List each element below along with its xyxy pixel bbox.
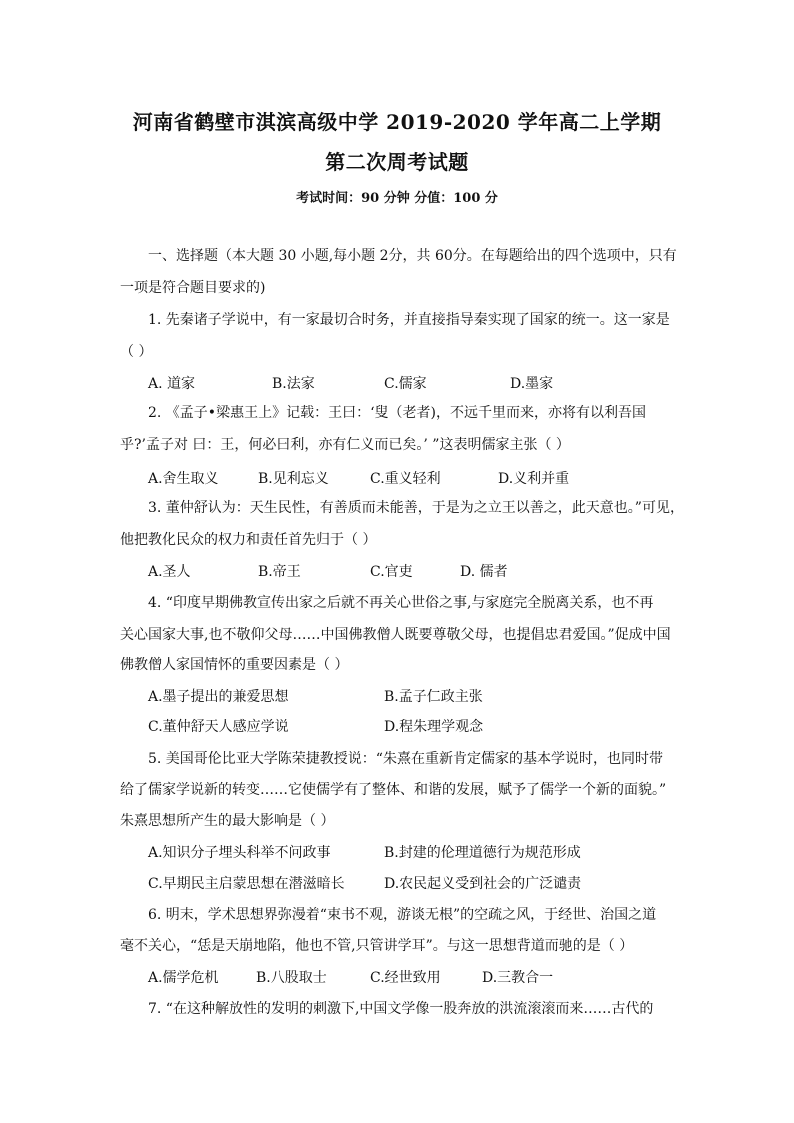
question-4-cont2 — [120, 649, 676, 681]
question-line: 乎?’孟子对 曰：王，何必曰利，亦有仁义而已矣。’ ”这表明儒家主张（ ） — [120, 437, 570, 453]
option-a: A.圣人 — [148, 564, 191, 580]
question-line: 关心国家大事,也不敬仰父母……中国佛教僧人既要尊敬父母，也提倡忠君爱国。”促成中国 — [120, 627, 671, 643]
section-line: 一、选择题（本大题 30 小题,每小题 2分，共 60分。在每题给出的四个选项中，只有 — [148, 248, 677, 264]
option-a: A.知识分子埋头科举不问政事 — [148, 845, 331, 861]
question-3 — [120, 492, 684, 524]
question-line: 2. 《孟子•梁惠王上》记载：王曰：‘叟（老者)，不远千里而来，亦将有以利吾国 — [148, 405, 646, 421]
question-2 — [120, 397, 676, 429]
question-5-cont — [120, 774, 676, 806]
question-3-cont — [120, 524, 676, 556]
option-d: D.墨家 — [510, 376, 554, 392]
question-line: 朱熹思想所产生的最大影响是（ ） — [120, 813, 335, 829]
question-line: 5. 美国哥伦比亚大学陈荣捷教授说：“朱熹在重新肯定儒家的基本学说时，也同时带 — [148, 751, 663, 767]
option-c: C.重义轻利 — [370, 471, 441, 487]
option-d: D.三教合一 — [482, 970, 554, 986]
question-4 — [120, 587, 676, 619]
option-b: B.见利忘义 — [258, 471, 329, 487]
option-b: B.孟子仁政主张 — [384, 689, 483, 705]
option-b: B.法家 — [272, 376, 315, 392]
option-c: C.官吏 — [370, 564, 413, 580]
option-d: D.义利并重 — [498, 471, 570, 487]
question-5-cont2 — [120, 805, 676, 837]
option-a: A.儒学危机 — [148, 970, 219, 986]
question-2-cont — [120, 429, 676, 461]
question-line: 1. 先秦诸子学说中，有一家最切合时务，并直接指导秦实现了国家的统一。这一家是 — [148, 312, 670, 328]
option-a: A. 道家 — [148, 376, 196, 392]
exam-title-line2: 第二次周考试题 — [325, 150, 469, 174]
question-7 — [120, 993, 676, 1025]
option-a: A.舍生取义 — [148, 471, 219, 487]
question-4-cont — [120, 619, 676, 651]
question-line: 毫不关心，“恁是天崩地陷，他也不管,只管讲学耳”。与这一思想背道而驰的是（ ） — [120, 938, 634, 954]
option-d: D.程朱理学观念 — [384, 719, 484, 735]
question-line: 他把教化民众的权力和责任首先归于（ ） — [120, 532, 377, 548]
option-c: C.早期民主启蒙思想在潜滋暗长 — [148, 876, 345, 892]
question-line: 给了儒家学说新的转变……它使儒学有了整体、和谐的发展，赋予了儒学一个新的面貌。” — [120, 782, 667, 798]
option-a: A.墨子提出的兼爱思想 — [148, 689, 289, 705]
exam-title-line1: 河南省鹤壁市淇滨高级中学 2019-2020 学年高二上学期 — [132, 110, 662, 134]
section-line: 一项是符合题目要求的) — [120, 280, 266, 296]
question-1-cont — [120, 336, 676, 368]
question-line: 3. 董仲舒认为：天生民性，有善质而未能善，于是为之立王以善之，此天意也。”可见， — [148, 500, 684, 516]
question-line: 7. “在这种解放性的发明的刺激下,中国文学像一股奔放的洪流滚滚而来……古代的 — [148, 1001, 654, 1017]
option-b: B.八股取士 — [256, 970, 327, 986]
question-line: 佛教僧人家国情怀的重要因素是（ ） — [120, 657, 349, 673]
question-5 — [120, 743, 676, 775]
option-c: C.儒家 — [384, 376, 427, 392]
question-1 — [120, 304, 676, 336]
question-line: 4. “印度早期佛教宣传出家之后就不再关心世俗之事,与家庭完全脱离关系，也不再 — [148, 595, 654, 611]
question-6 — [120, 899, 676, 931]
option-d: D. 儒者 — [460, 564, 508, 580]
option-d: D.农民起义受到社会的广泛谴责 — [384, 876, 582, 892]
section-instructions-cont — [120, 272, 676, 304]
option-b: B.帝王 — [258, 564, 301, 580]
question-line: （ ） — [120, 344, 153, 360]
question-line: 6. 明末，学术思想界弥漫着“束书不观，游谈无根”的空疏之风，于经世、治国之道 — [148, 907, 657, 923]
question-6-cont — [120, 930, 676, 962]
option-b: B.封建的伦理道德行为规范形成 — [384, 845, 581, 861]
option-c: C.经世致用 — [370, 970, 441, 986]
option-c: C.董仲舒天人感应学说 — [148, 719, 289, 735]
exam-meta: 考试时间：90 分钟 分值：100 分 — [296, 191, 498, 206]
section-instructions — [120, 240, 676, 272]
